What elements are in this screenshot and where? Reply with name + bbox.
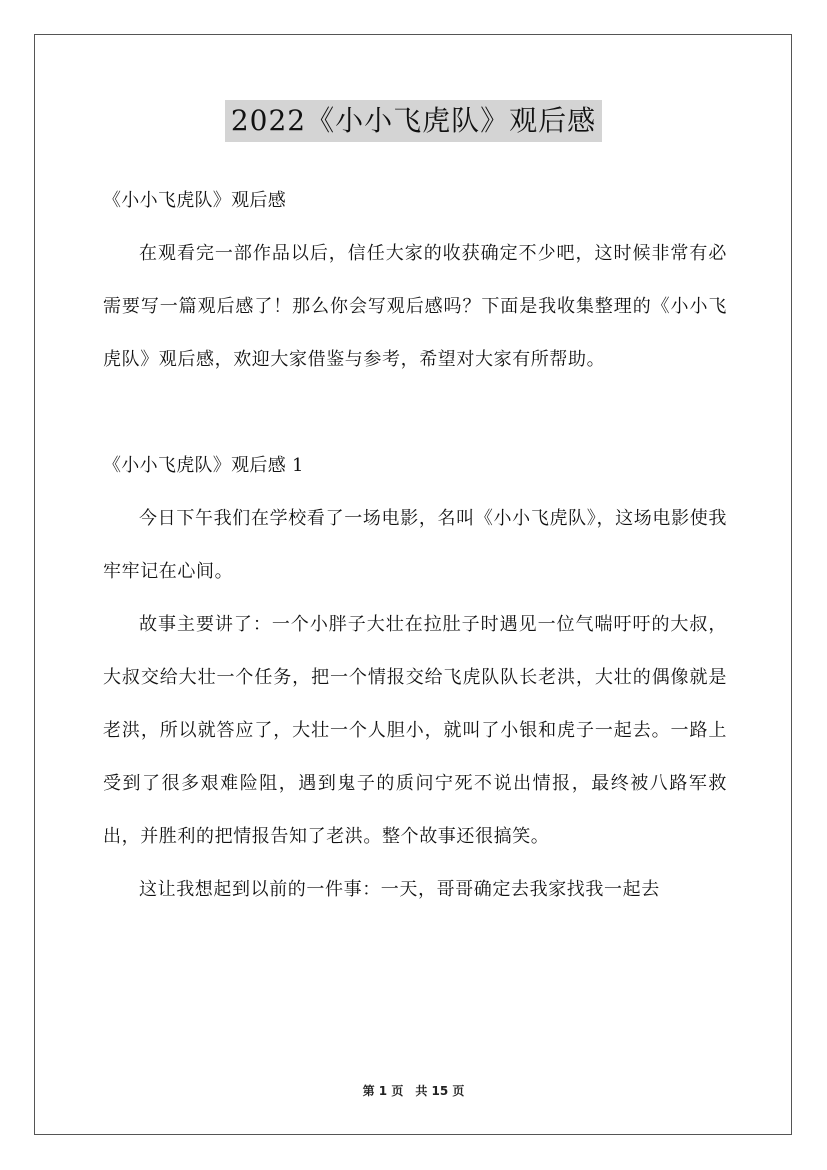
paragraph-gap (103, 386, 727, 439)
page-footer (0, 1082, 827, 1099)
page-number-total: 共 15 页 (415, 1084, 465, 1098)
document-body (103, 174, 727, 916)
body-paragraph-3: 这让我想起到以前的一件事：一天，哥哥确定去我家找我一起去 (139, 879, 660, 900)
body-paragraph-2: 故事主要讲了：一个小胖子大壮在拉肚子时遇见一位气喘吁吁的大叔，大叔交给大壮一个任务，把一个情报交给飞虎队队长老洪，大壮的偶像就是老洪，所以就答应了，大壮一个人胆小，就叫了小银和虎子一起去。一路上受到了很多艰难险阻，遇到鬼子的质问宁死不说出情报，最终被八路军救出，并胜利的把情报告知了老洪。整个故事还很搞笑。 (103, 614, 727, 847)
section-heading-intro: 《小小飞虎队》观后感 (103, 190, 286, 211)
document-title-text: 2022《小小飞虎队》观后感 (225, 100, 602, 142)
document-title (0, 100, 827, 142)
section-heading-1: 《小小飞虎队》观后感 1 (103, 455, 304, 476)
page-number-current: 第 1 页 (362, 1084, 404, 1098)
body-paragraph-1: 今日下午我们在学校看了一场电影，名叫《小小飞虎队》，这场电影使我牢牢记在心间。 (103, 508, 727, 582)
intro-paragraph: 在观看完一部作品以后，信任大家的收获确定不少吧，这时候非常有必需要写一篇观后感了！那么你会写观后感吗？下面是我收集整理的《小小飞虎队》观后感，欢迎大家借鉴与参考，希望对大家有所帮助。 (103, 243, 727, 370)
